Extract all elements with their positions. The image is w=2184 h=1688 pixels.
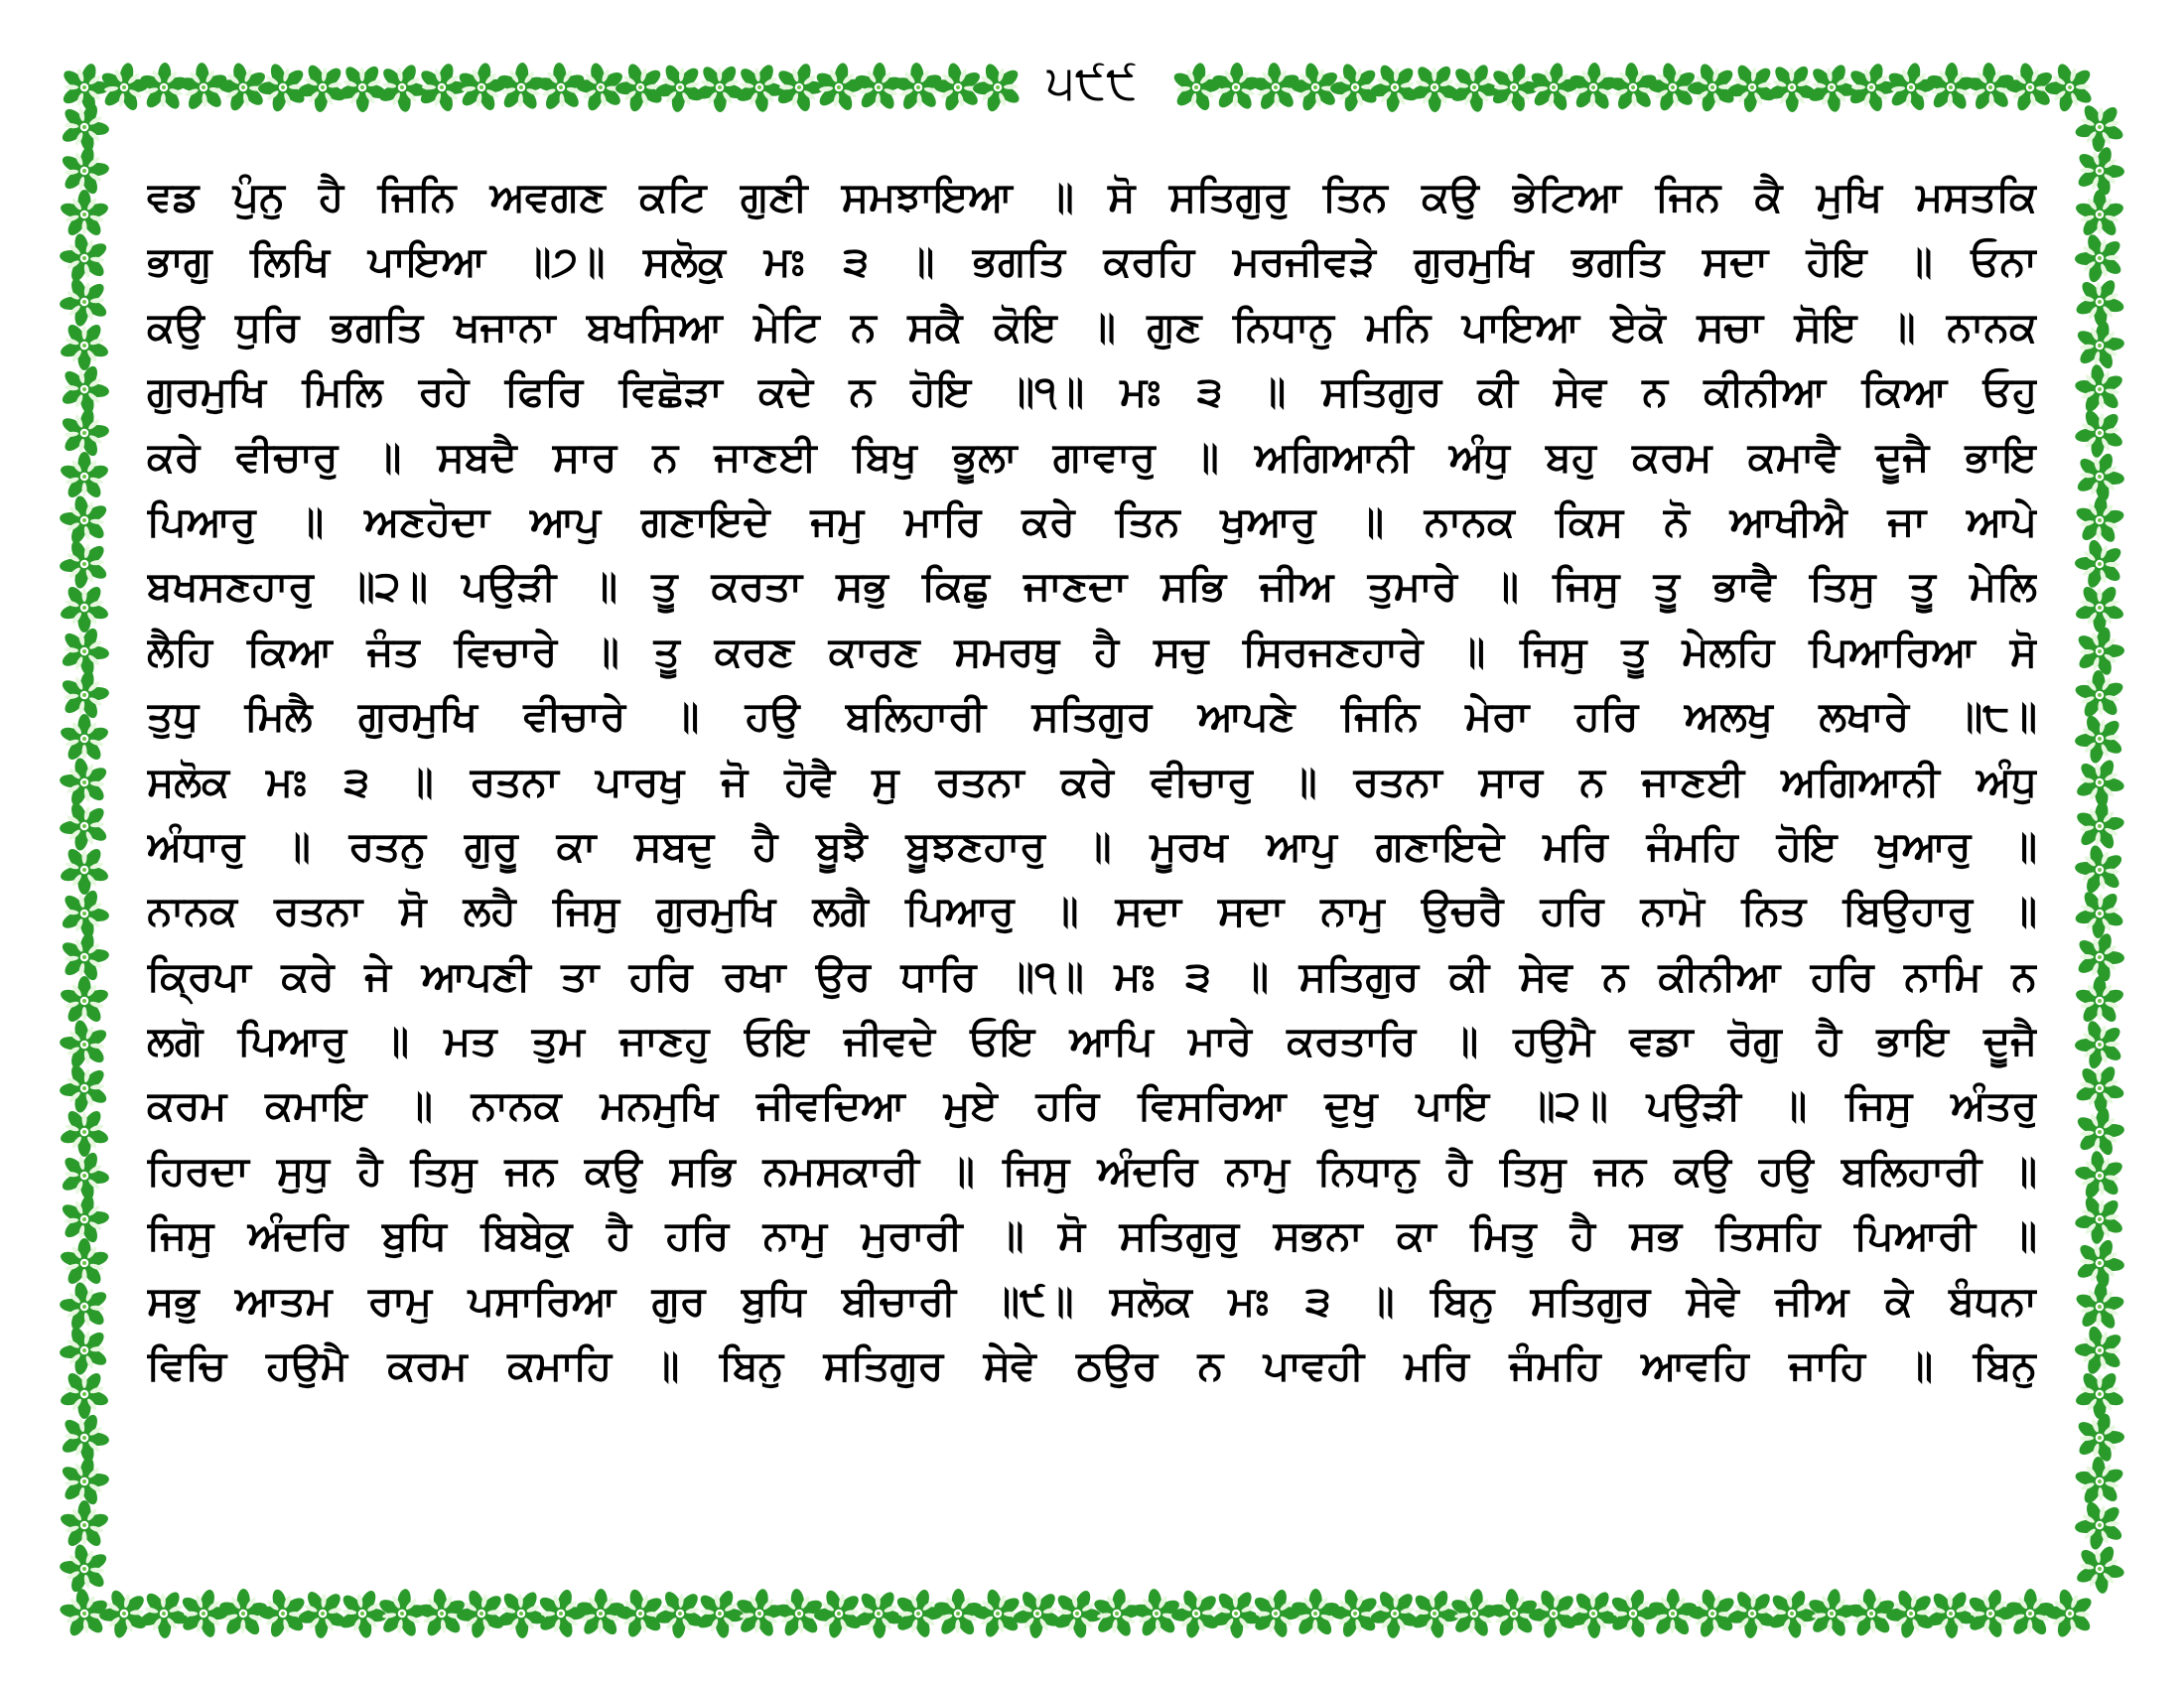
verse-line: ਨਾਨਕ ਰਤਨਾ ਸੋ ਲਹੈ ਜਿਸੁ ਗੁਰਮੁਖਿ ਲਗੈ ਪਿਆਰੁ ॥ ਸਦਾ ਸਦਾ ਨਾਮੁ ਉਚਰੈ ਹਰਿ ਨਾਮੋ ਨਿਤ ਬਿਉਹਾਰੁ ॥ — [147, 887, 2037, 935]
verse-line: ਲਗੋ ਪਿਆਰੁ ॥ ਮਤ ਤੁਮ ਜਾਣਹੁ ਓਇ ਜੀਵਦੇ ਓਇ ਆਪਿ ਮਾਰੇ ਕਰਤਾਰਿ ॥ ਹਉਮੈ ਵਡਾ ਰੋਗੁ ਹੈ ਭਾਇ ਦੂਜੈ — [147, 1017, 2037, 1065]
flower-icon — [2073, 1280, 2127, 1333]
flower-icon — [2074, 976, 2125, 1025]
verse-line: ਕਉ ਧੁਰਿ ਭਗਤਿ ਖਜਾਨਾ ਬਖਸਿਆ ਮੇਟਿ ਨ ਸਕੈ ਕੋਇ ॥ ਗੁਣ ਨਿਧਾਨੁ ਮਨਿ ਪਾਇਆ ਏਕੋ ਸਚਾ ਸੋਇ ॥ ਨਾਨਕ — [147, 302, 2037, 351]
verse-line: ਭਾਗੁ ਲਿਖਿ ਪਾਇਆ ॥੭॥ ਸਲੋਕੁ ਮਃ ੩ ॥ ਭਗਤਿ ਕਰਹਿ ਮਰਜੀਵੜੇ ਗੁਰਮੁਖਿ ਭਗਤਿ ਸਦਾ ਹੋਇ ॥ ਓਨਾ — [147, 237, 2037, 286]
flower-icon — [59, 714, 110, 763]
flower-icon — [2067, 355, 2133, 423]
verse-line: ਵਡ ਪੁੰਨੁ ਹੈ ਜਿਨਿ ਅਵਗਣ ਕਟਿ ਗੁਣੀ ਸਮਝਾਇਆ ॥ ਸੋ ਸਤਿਗੁਰੁ ਤਿਨ ਕਉ ਭੇਟਿਆ ਜਿਨ ਕੈ ਮੁਖਿ ਮਸਤਕਿ — [147, 173, 2037, 220]
flower-icon — [2068, 662, 2132, 728]
verse-line: ਸਲੋਕ ਮਃ ੩ ॥ ਰਤਨਾ ਪਾਰਖੁ ਜੋ ਹੋਵੈ ਸੁ ਰਤਨਾ ਕਰੇ ਵੀਚਾਰੁ ॥ ਰਤਨਾ ਸਾਰ ਨ ਜਾਣਈ ਅਗਿਆਨੀ ਅੰਧੁ — [147, 757, 2037, 805]
verse-line: ਪਿਆਰੁ ॥ ਅਣਹੋਦਾ ਆਪੁ ਗਣਾਇਦੇ ਜਮੁ ਮਾਰਿ ਕਰੇ ਤਿਨ ਖੁਆਰੁ ॥ ਨਾਨਕ ਕਿਸ ਨੋ ਆਖੀਐ ਜਾ ਆਪੇ — [147, 496, 2037, 545]
verse-line: ਸਭੁ ਆਤਮ ਰਾਮੁ ਪਸਾਰਿਆ ਗੁਰ ਬੁਧਿ ਬੀਚਾਰੀ ॥੯॥ ਸਲੋਕ ਮਃ ੩ ॥ ਬਿਨੁ ਸਤਿਗੁਰ ਸੇਵੇ ਜੀਅ ਕੇ ਬੰਧਨਾ — [147, 1276, 2037, 1325]
flower-icon — [2036, 1579, 2105, 1648]
flower-icon — [2068, 1449, 2132, 1514]
flower-icon — [1043, 1580, 1110, 1645]
verse-line: ਲੈਹਿ ਕਿਆ ਜੰਤ ਵਿਚਾਰੇ ॥ ਤੂ ਕਰਣ ਕਾਰਣ ਸਮਰਥੁ ਹੈ ਸਚੁ ਸਿਰਜਣਹਾਰੇ ॥ ਜਿਸੁ ਤੂ ਮੇਲਹਿ ਪਿਆਰਿਆ ਸੋ — [147, 627, 2037, 675]
verse-line: ਵਿਚਿ ਹਉਮੈ ਕਰਮ ਕਮਾਹਿ ॥ ਬਿਨੁ ਸਤਿਗੁਰ ਸੇਵੇ ਠਉਰ ਨ ਪਾਵਹੀ ਮਰਿ ਜੰਮਹਿ ਆਵਹਿ ਜਾਹਿ ॥ ਬਿਨੁ — [147, 1341, 2037, 1390]
flower-icon — [1166, 59, 1226, 116]
verse-line: ਬਖਸਣਹਾਰੁ ॥੨॥ ਪਉੜੀ ॥ ਤੂ ਕਰਤਾ ਸਭੁ ਕਿਛੁ ਜਾਣਦਾ ਸਭਿ ਜੀਅ ਤੁਮਾਰੇ ॥ ਜਿਸੁ ਤੂ ਭਾਵੈ ਤਿਸੁ ਤੂ ਮੇਲਿ — [147, 562, 2037, 611]
verse-line: ਜਿਸੁ ਅੰਦਰਿ ਬੁਧਿ ਬਿਬੇਕੁ ਹੈ ਹਰਿ ਨਾਮੁ ਮੁਰਾਰੀ ॥ ਸੋ ਸਤਿਗੁਰੁ ਸਭਨਾ ਕਾ ਮਿਤੁ ਹੈ ਸਭ ਤਿਸਹਿ ਪਿਆਰੀ ॥ — [147, 1211, 2037, 1260]
flower-icon — [2065, 397, 2135, 468]
flower-icon — [2074, 190, 2125, 238]
flower-icon — [53, 56, 117, 118]
flower-icon — [2066, 835, 2133, 904]
verse-line: ਹਿਰਦਾ ਸੁਧੁ ਹੈ ਤਿਸੁ ਜਨ ਕਉ ਸਭਿ ਨਮਸਕਾਰੀ ॥ ਜਿਸੁ ਅੰਦਰਿ ਨਾਮੁ ਨਿਧਾਨੁ ਹੈ ਤਿਸੁ ਜਨ ਕਉ ਹਉ ਬਲਿਹਾਰੀ ॥ — [147, 1146, 2037, 1195]
flower-icon — [59, 976, 110, 1025]
flower-icon — [2067, 1142, 2133, 1209]
flower-icon — [2070, 316, 2130, 374]
flower-icon — [2073, 493, 2127, 546]
flower-icon — [2071, 798, 2128, 854]
flower-icon — [59, 1500, 110, 1549]
verse-line: ਕਰੇ ਵੀਚਾਰੁ ॥ ਸਬਦੈ ਸਾਰ ਨ ਜਾਣਈ ਬਿਖੁ ਭੂਲਾ ਗਾਵਾਰੁ ॥ ਅਗਿਆਨੀ ਅੰਧੁ ਬਹੁ ਕਰਮ ਕਮਾਵੈ ਦੂਜੈ ਭਾਇ — [147, 432, 2037, 481]
flower-icon — [2065, 878, 2135, 948]
flower-icon — [2070, 1102, 2130, 1161]
verse-line: ਕ੍ਰਿਪਾ ਕਰੇ ਜੇ ਆਪਣੀ ਤਾ ਹਰਿ ਰਖਾ ਉਰ ਧਾਰਿ ॥੧॥ ਮਃ ੩ ॥ ਸਤਿਗੁਰ ਕੀ ਸੇਵ ਨ ਕੀਨੀਆ ਹਰਿ ਨਾਮਿ ਨ — [147, 951, 2037, 1000]
flower-icon — [59, 1238, 110, 1287]
gurbani-text — [147, 165, 2037, 1398]
flower-icon — [59, 452, 110, 500]
verse-line: ਕਰਮ ਕਮਾਇ ॥ ਨਾਨਕ ਮਨਮੁਖਿ ਜੀਵਦਿਆ ਮੁਏ ਹਰਿ ਵਿਸਰਿਆ ਦੁਖੁ ਪਾਇ ॥੨॥ ਪਉੜੀ ॥ ਜਿਸੁ ਅੰਤਰੁ — [147, 1081, 2037, 1130]
flower-icon — [1758, 1580, 1825, 1645]
page-number: ੫੯੯ — [1023, 48, 1161, 117]
flower-icon — [329, 1580, 395, 1645]
verse-line: ਗੁਰਮੁਖਿ ਮਿਲਿ ਰਹੇ ਫਿਰਿ ਵਿਛੋੜਾ ਕਦੇ ਨ ਹੋਇ ॥੧॥ ਮਃ ੩ ॥ ਸਤਿਗੁਰ ਕੀ ਸੇਵ ਨ ਕੀਨੀਆ ਕਿਆ ਓਹੁ — [147, 367, 2037, 416]
verse-line: ਅੰਧਾਰੁ ॥ ਰਤਨੁ ਗੁਰੂ ਕਾ ਸਬਦੁ ਹੈ ਬੂਝੈ ਬੂਝਣਹਾਰੁ ॥ ਮੂਰਖ ਆਪੁ ਗਣਾਇਦੇ ਮਰਿ ਜੰਮਹਿ ਹੋਇ ਖੁਆਰੁ ॥ — [147, 821, 2037, 870]
verse-line: ਤੁਧੁ ਮਿਲੈ ਗੁਰਮੁਖਿ ਵੀਚਾਰੇ ॥ ਹਉ ਬਲਿਹਾਰੀ ਸਤਿਗੁਰ ਆਪਣੇ ਜਿਨਿ ਮੇਰਾ ਹਰਿ ਅਲਖੁ ਲਖਾਰੇ ॥੮॥ — [147, 692, 2037, 741]
flower-icon — [1401, 1580, 1467, 1645]
flower-icon — [2065, 1184, 2135, 1254]
flower-icon — [59, 190, 110, 238]
flower-icon — [686, 1580, 752, 1645]
